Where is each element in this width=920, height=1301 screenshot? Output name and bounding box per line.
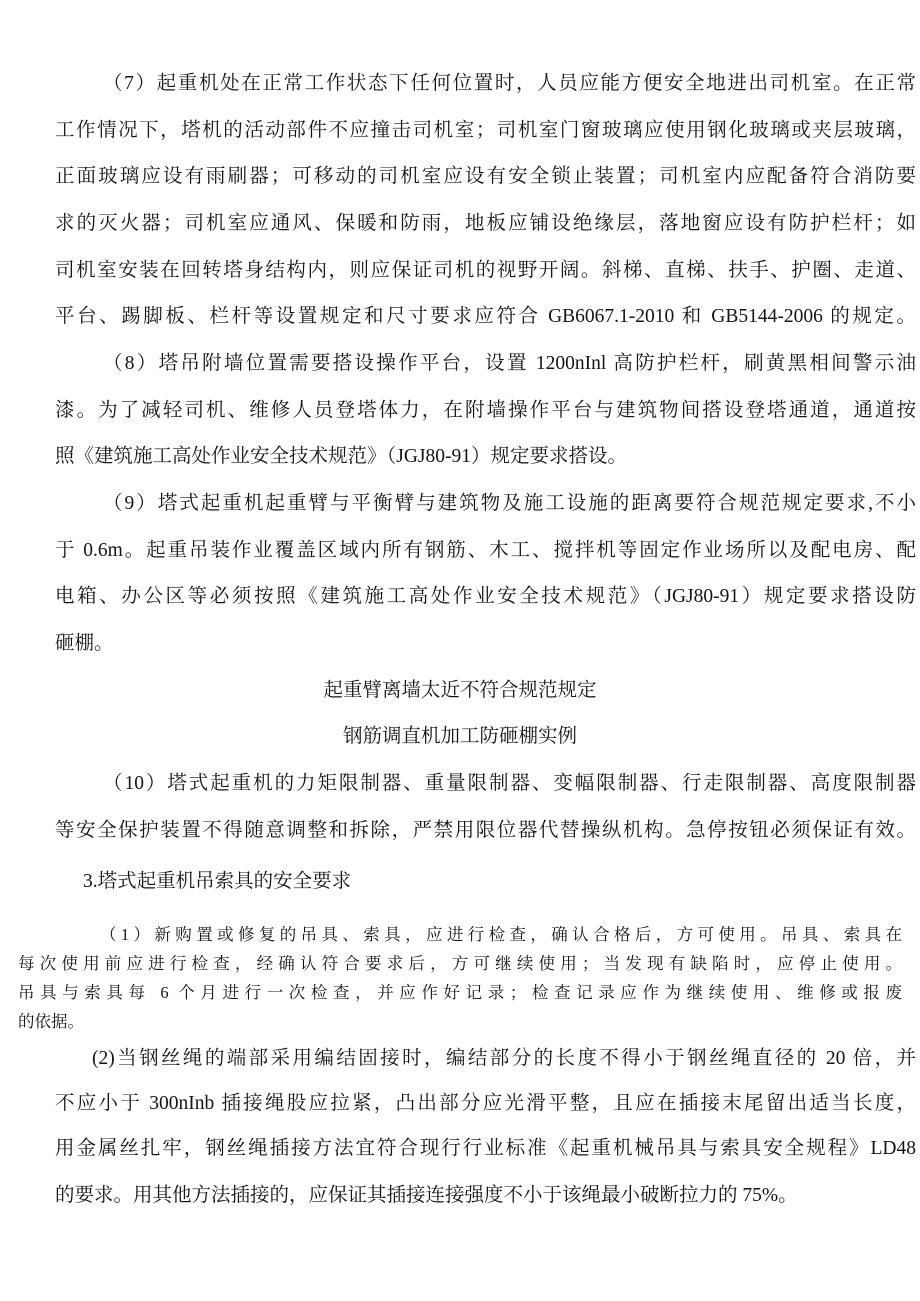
para-1-line-3: 吊具与索具每 6 个月进行一次检查，并应作好记录；检查记录应作为继续使用、维修或报废 xyxy=(18,983,902,1002)
section-3-heading: 3.塔式起重机吊索具的安全要求 xyxy=(83,871,352,892)
para-9-line-3: 电箱、办公区等必须按照《建筑施工高处作业安全技术规范》（JGJ80-91）规定要求搭设防 xyxy=(55,586,916,607)
para-2-line-4: 的要求。用其他方法插接的，应保证其插接连接强度不小于该绳最小破断拉力的 75%。 xyxy=(55,1185,798,1206)
para-2-line-2: 不应小于 300nInb 插接绳股应拉紧，凸出部分应光滑平整，且应在插接末尾留出适当长度， xyxy=(55,1093,916,1114)
para-9-line-1: （9）塔式起重机起重臂与平衡臂与建筑物及施工设施的距离要符合规范规定要求,不小 xyxy=(103,493,916,514)
para-9-line-2: 于 0.6m。起重吊装作业覆盖区域内所有钢筋、木工、搅拌机等固定作业场所以及配电房、配 xyxy=(55,540,916,561)
caption-crane-arm-too-close: 起重臂离墙太近不符合规范规定 xyxy=(323,680,597,701)
para-2-line-1: (2)当钢丝绳的端部采用编结固接时，编结部分的长度不得小于钢丝绳直径的 20 倍，并 xyxy=(92,1048,916,1069)
para-1-line-4: 的依据。 xyxy=(18,1012,84,1031)
para-1-line-2: 每次使用前应进行检查，经确认符合要求后，方可继续使用；当发现有缺陷时，应停止使用。 xyxy=(18,954,902,973)
para-1-line-1: （1）新购置或修复的吊具、索具，应进行检查，确认合格后，方可使用。吊具、索具在 xyxy=(100,925,902,944)
para-8-line-2: 漆。为了减轻司机、维修人员登塔体力，在附墙操作平台与建筑物间搭设登塔通道，通道按 xyxy=(55,400,916,421)
para-7-line-5: 司机室安装在回转塔身结构内，则应保证司机的视野开阔。斜梯、直梯、扶手、护圈、走道、 xyxy=(55,260,916,281)
para-8-line-1: （8）塔吊附墙位置需要搭设操作平台，设置 1200nInl 高防护栏杆，刷黄黑相间警示油 xyxy=(103,353,916,374)
para-8-line-3: 照《建筑施工高处作业安全技术规范》（JGJ80-91）规定要求搭设。 xyxy=(55,446,628,467)
para-10-line-2: 等安全保护装置不得随意调整和拆除，严禁用限位器代替操纵机构。急停按钮必须保证有效。 xyxy=(55,820,916,841)
para-7-line-4: 求的灭火器；司机室应通风、保暖和防雨，地板应铺设绝缘层，落地窗应设有防护栏杆；如 xyxy=(55,213,916,234)
para-10-line-1: （10）塔式起重机的力矩限制器、重量限制器、变幅限制器、行走限制器、高度限制器 xyxy=(103,773,916,794)
caption-rebar-protective-shed: 钢筋调直机加工防砸棚实例 xyxy=(342,726,577,747)
para-7-line-2: 工作情况下，塔机的活动部件不应撞击司机室；司机室门窗玻璃应使用钢化玻璃或夹层玻璃， xyxy=(55,120,916,141)
para-7-line-3: 正面玻璃应设有雨刷器；可移动的司机室应设有安全锁止装置；司机室内应配备符合消防要 xyxy=(55,166,916,187)
para-7-line-1: （7）起重机处在正常工作状态下任何位置时，人员应能方便安全地进出司机室。在正常 xyxy=(103,73,916,94)
para-2-line-3: 用金属丝扎牢，钢丝绳插接方法宜符合现行行业标准《起重机械吊具与索具安全规程》LD48 xyxy=(55,1138,916,1159)
para-9-line-4: 砸棚。 xyxy=(55,633,114,654)
para-7-line-6: 平台、踢脚板、栏杆等设置规定和尺寸要求应符合 GB6067.1-2010 和 GB5144-2006 的规定。 xyxy=(55,306,916,327)
